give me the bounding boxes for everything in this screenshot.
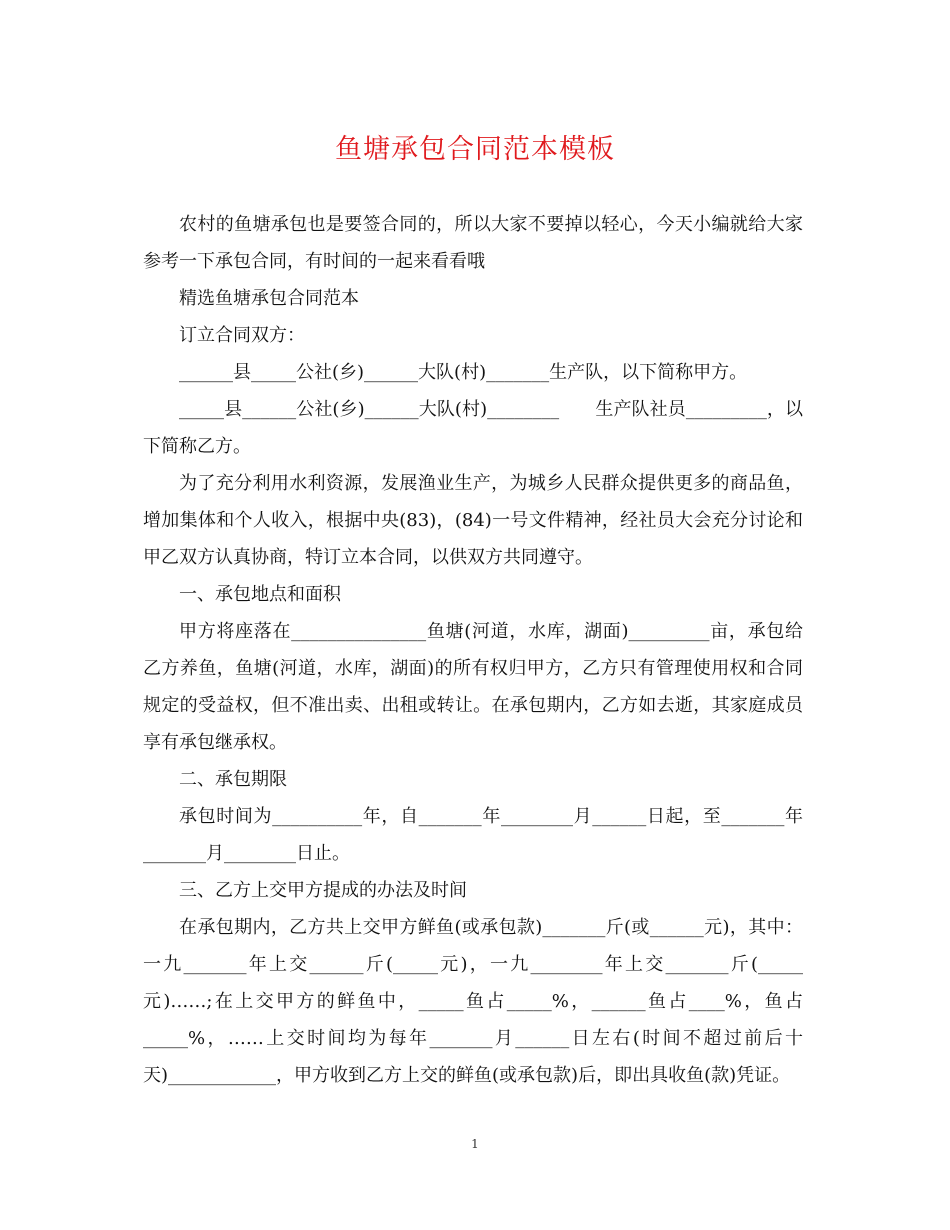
paragraph-location: 甲方将座落在_______________鱼塘(河道，水库，湖面)_________亩，承包给乙方养鱼，鱼塘(河道，水库，湖面)的所有权归甲方，乙方只有管理使用权和合同规定的受益权，但不准出卖、出租或转让。在承包期内，乙方如去逝，其家庭成员享有承包继承权。: [143, 621, 803, 753]
paragraph-parties-heading: 订立合同双方：: [179, 325, 305, 346]
paragraph-subtitle: 精选鱼塘承包合同范本: [179, 288, 359, 309]
document-body: [143, 206, 803, 1094]
paragraph-party-b: _____县______公社(乡)______大队(村)________ 生产队社员_________，以下简称乙方。: [143, 399, 803, 457]
section-heading-location: 一、承包地点和面积: [179, 584, 341, 605]
paragraph-payment: 在承包期内，乙方共上交甲方鲜鱼(或承包款)_______斤(或______元)，其中：一九_______年上交______斤(_____元)，一九________年上交_______斤(_____元)……;在上交甲方的鲜鱼中，_____鱼占_____%，______鱼占____%，鱼占_____%，……上交时间均为每年_______月______日左右(时间不超过前后十天)____________，甲方收到乙方上交的鲜鱼(或承包款)后，即出具收鱼(款)凭证。: [143, 917, 803, 1086]
paragraph-purpose: 为了充分利用水利资源，发展渔业生产，为城乡人民群众提供更多的商品鱼，增加集体和个人收入，根据中央(83)，(84)一号文件精神，经社员大会充分讨论和甲乙双方认真协商，特订立本合同，以供双方共同遵守。: [143, 473, 803, 568]
page-number: 1: [471, 1137, 479, 1151]
paragraph-term: 承包时间为__________年，自_______年________月______日起，至_______年_______月________日止。: [143, 806, 803, 864]
section-heading-payment: 三、乙方上交甲方提成的办法及时间: [179, 880, 467, 901]
paragraph-party-a: ______县_____公社(乡)______大队(村)_______生产队，以下简称甲方。: [179, 362, 748, 383]
paragraph-intro: 农村的鱼塘承包也是要签合同的，所以大家不要掉以轻心，今天小编就给大家参考一下承包合同，有时间的一起来看看哦: [143, 214, 803, 272]
document-title: 鱼塘承包合同范本模板: [335, 134, 615, 165]
section-heading-term: 二、承包期限: [179, 769, 287, 790]
